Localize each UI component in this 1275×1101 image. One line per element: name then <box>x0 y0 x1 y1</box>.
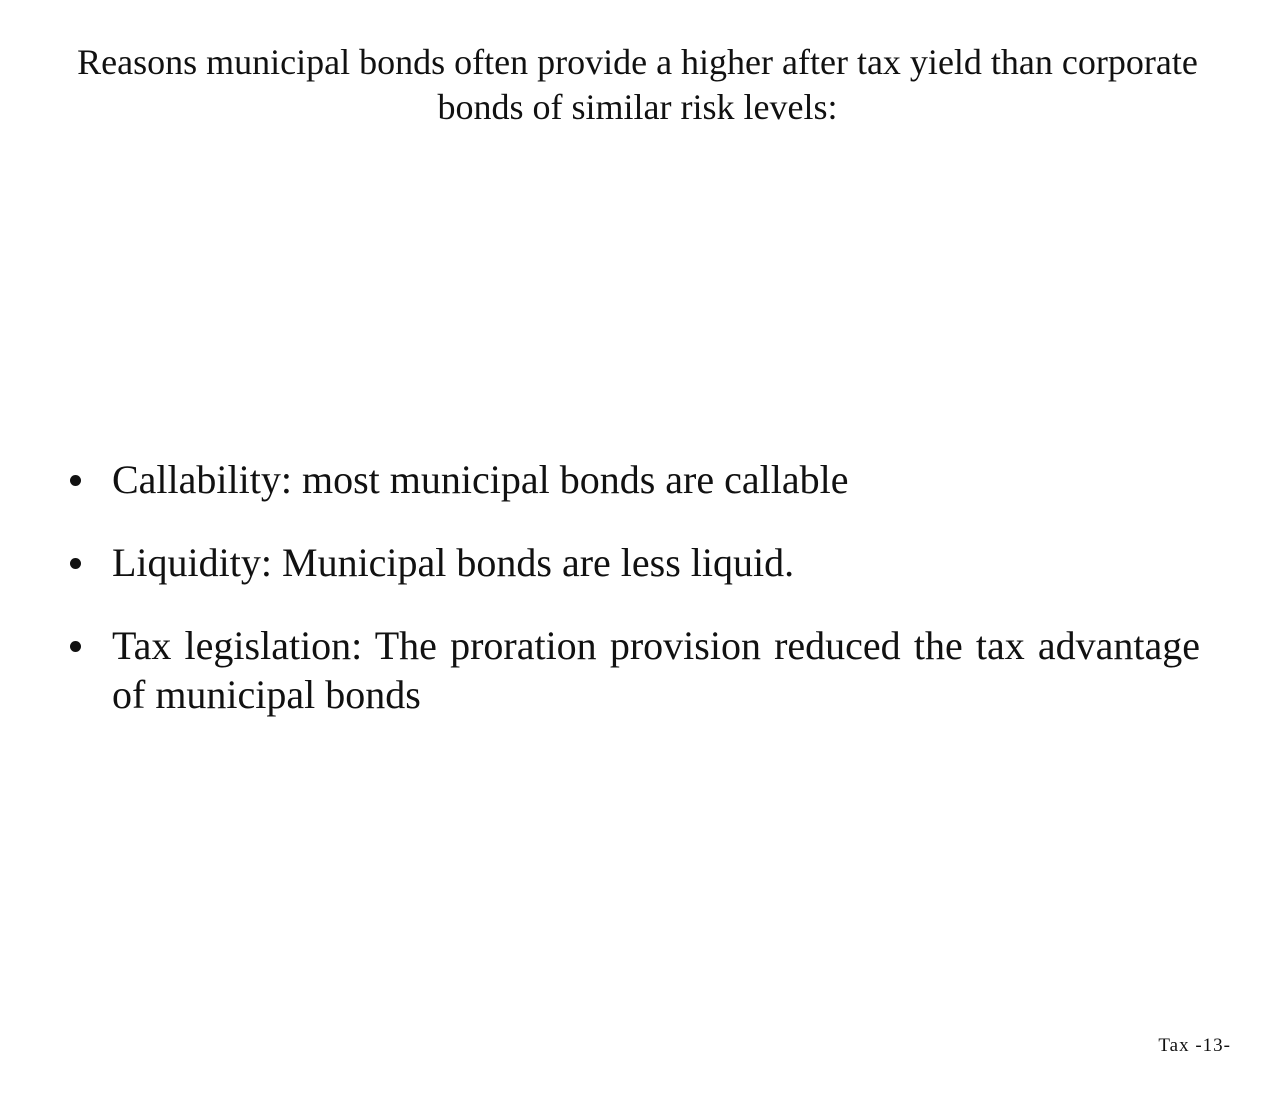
bullet-list <box>60 455 1200 753</box>
bullet-icon <box>70 475 81 486</box>
bullet-text: Callability: most municipal bonds are callable <box>112 457 849 502</box>
bullet-icon <box>70 558 81 569</box>
bullet-item-callability <box>60 455 1200 504</box>
page-footer: Tax -13- <box>1158 1035 1231 1056</box>
bullet-item-tax-legislation <box>60 621 1200 719</box>
bullet-text: Tax legislation: The proration provision reduced the tax advantage of municipal bonds <box>112 623 1200 717</box>
bullet-text: Liquidity: Municipal bonds are less liquid. <box>112 540 795 585</box>
bullet-item-liquidity <box>60 538 1200 587</box>
bullet-icon <box>70 641 81 652</box>
slide-title: Reasons municipal bonds often provide a higher after tax yield than corporate bonds of similar risk levels: <box>77 42 1198 127</box>
